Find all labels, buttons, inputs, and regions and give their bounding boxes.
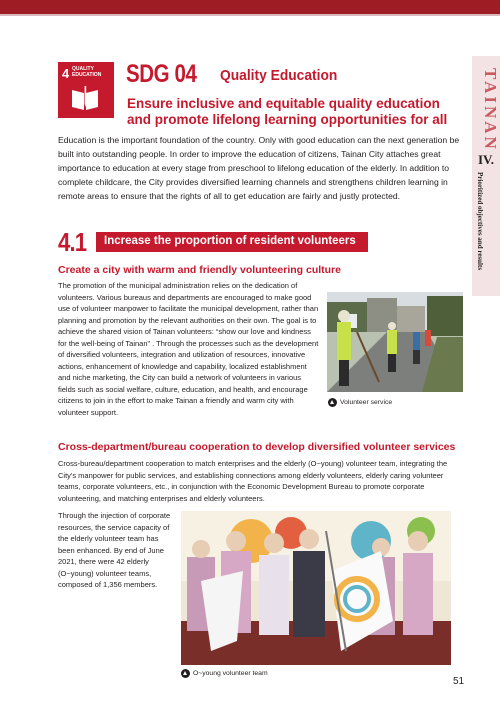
volunteer-service-caption-text: Volunteer service	[340, 399, 393, 406]
top-band-rule	[0, 14, 500, 16]
top-color-band	[0, 0, 500, 14]
sdg-badge-label	[72, 66, 101, 78]
book-pencil-icon	[70, 84, 102, 112]
section-number: 4.1	[58, 227, 87, 257]
camera-icon	[181, 669, 190, 678]
subsection-a-body: The promotion of the municipal administration relies on the dedication of volunteers. Various bureaus and departments are encouraged to make good use of volunteer manpower to facilitate the municipal development, rather than planning and promotion by the relevant authorities on their own. The goal is to achieve the shared vision of Tainan volunteers: “show our love and kindness for the well-being of Tainan” . Through the processes such as the development of diversified volunteers, integration and utilization of resources, innovative actions, enhancement of knowledge and capability, localized establishment and niche marketing, the City can build a network of volunteers in various fields such as social welfare, culture, education, and health, and encourage citizens to join in the effort to make Tainan a friendly and warm city with volunteer support.	[58, 281, 319, 417]
sidebar-chapter-title: Prioritized objectives and results	[476, 172, 484, 271]
sdg-title: SDG 04	[126, 60, 197, 88]
oyoung-team-caption-text: O~young volunteer team	[193, 670, 268, 677]
subsection-b-body-2: Through the injection of corporate resources, the service capacity of the elderly volunteer team has been enhanced. By end of June 2021, there were 42 elderly (O~young) volunteer teams, composed of 1,356 members.	[58, 511, 171, 589]
sdg-subtitle: Quality Education	[220, 67, 338, 84]
sidebar-city-label: TAINAN	[481, 68, 500, 152]
page-number: 51	[453, 676, 465, 687]
sdg-badge-label-line1: QUALITY	[72, 66, 94, 72]
intro-paragraph: Education is the important foundation of the country. Only with good education can the next generation be built into outstanding people. In order to improve the education of citizens, Tainan City attaches great importance to education at every stage from preschool to lifelong education of the elderly. In addition to complete childcare, the City provides diversified learning channels and strengthens children learning in remote areas to ensure that the rights of all to get education are fairly and justly protected.	[58, 135, 460, 202]
camera-icon	[328, 398, 337, 407]
subsection-a-heading: Create a city with warm and friendly volunteering culture	[58, 264, 341, 276]
sidebar-chapter-number: IV.	[477, 152, 495, 167]
sdg-badge-label-line2: EDUCATION	[72, 72, 102, 78]
subsection-b-body: Cross-bureau/department cooperation to match enterprises and the elderly (O~young) volunteer team, integrating the City's manpower for public services, and establishing connections among elderly volunteers, elderly caring volunteer teams, corporate volunteers, etc., in conjunction with the Economic Development Bureau to promote corporate volunteering, and matching enterprises and elderly volunteers.	[58, 459, 448, 503]
oyoung-team-photo	[181, 511, 451, 665]
sdg-badge-number: 4	[62, 66, 70, 81]
volunteer-service-caption	[328, 398, 392, 407]
subsection-b-heading: Cross-department/bureau cooperation to develop diversified volunteer services	[58, 441, 456, 453]
oyoung-team-caption	[181, 669, 268, 678]
sdg4-badge	[58, 62, 114, 118]
section-title: Increase the proportion of resident volunteers	[104, 235, 356, 247]
volunteer-service-photo	[327, 292, 463, 392]
sdg-goal-line-2: and promote lifelong learning opportunities for all	[127, 112, 448, 127]
sdg-goal-line-1: Ensure inclusive and equitable quality education	[127, 96, 440, 111]
